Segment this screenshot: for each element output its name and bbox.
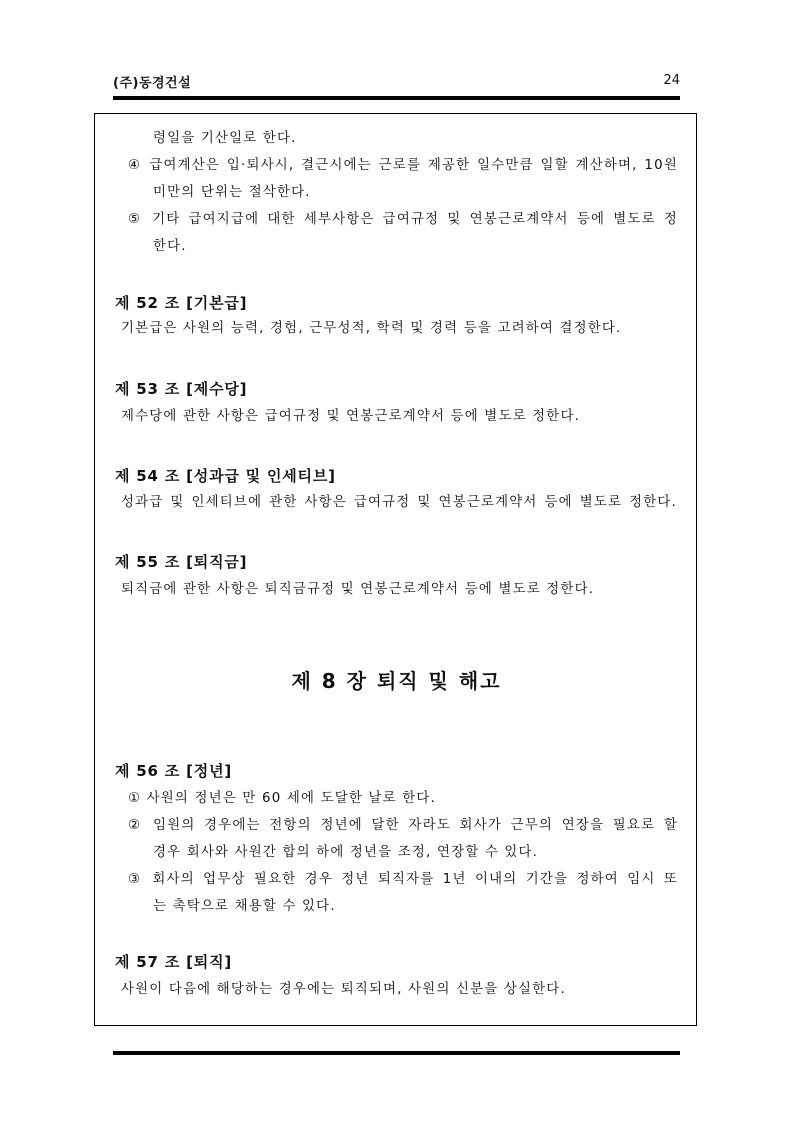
item-5-line-1: ⑤ 기타 급여지급에 대한 세부사항은 급여규정 및 연봉근로계약서 등에 별도로 정 <box>128 212 678 227</box>
article-56-item-3-line-2: 는 촉탁으로 채용할 수 있다. <box>153 899 336 914</box>
continued-line: 령일을 기산일로 한다. <box>153 131 297 146</box>
article-52-body: 기본급은 사원의 능력, 경험, 근무성적, 학력 및 경력 등을 고려하여 결정한다. <box>121 321 622 336</box>
item-5-line-2: 한다. <box>153 239 187 254</box>
article-56-item-2-line-2: 경우 회사와 사원간 합의 하에 정년을 조정, 연장할 수 있다. <box>153 845 539 860</box>
article-57-body: 사원이 다음에 해당하는 경우에는 퇴직되며, 사원의 신분을 상실한다. <box>121 982 566 997</box>
header-rule <box>113 96 680 100</box>
article-56-item-1: ① 사원의 정년은 만 60 세에 도달한 날로 한다. <box>128 791 436 806</box>
article-56-item-2-line-1: ② 임원의 경우에는 전항의 정년에 달한 자라도 회사가 근무의 연장을 필요로 할 <box>128 818 678 833</box>
document-body <box>94 113 697 1026</box>
page-number: 24 <box>663 73 680 88</box>
article-56-title: 제 56 조 [정년] <box>115 762 233 780</box>
item-4-line-2: 미만의 단위는 절삭한다. <box>153 185 311 200</box>
article-53-body: 제수당에 관한 사항은 급여규정 및 연봉근로계약서 등에 별도로 정한다. <box>121 409 581 424</box>
article-55-body: 퇴직금에 관한 사항은 퇴직금규정 및 연봉근로계약서 등에 별도로 정한다. <box>121 582 595 597</box>
article-55-title: 제 55 조 [퇴직금] <box>115 553 248 571</box>
article-53-title: 제 53 조 [제수당] <box>115 380 248 398</box>
article-57-title: 제 57 조 [퇴직] <box>115 953 233 971</box>
article-54-title: 제 54 조 [성과급 및 인세티브] <box>115 467 336 485</box>
article-54-body: 성과급 및 인세티브에 관한 사항은 급여규정 및 연봉근로계약서 등에 별도로 정한다. <box>121 495 677 510</box>
article-56-item-3-line-1: ③ 회사의 업무상 필요한 경우 정년 퇴직자를 1년 이내의 기간을 정하여 임시 또 <box>128 872 678 887</box>
article-52-title: 제 52 조 [기본급] <box>115 294 248 312</box>
footer-rule <box>113 1051 680 1055</box>
item-4-line-1: ④ 급여계산은 입·퇴사시, 결근시에는 근로를 제공한 일수만큼 일할 계산하며, 10원 <box>128 158 678 173</box>
company-name: (주)동경건설 <box>113 76 192 91</box>
chapter-title: 제 8 장 퇴직 및 해고 <box>291 669 502 693</box>
